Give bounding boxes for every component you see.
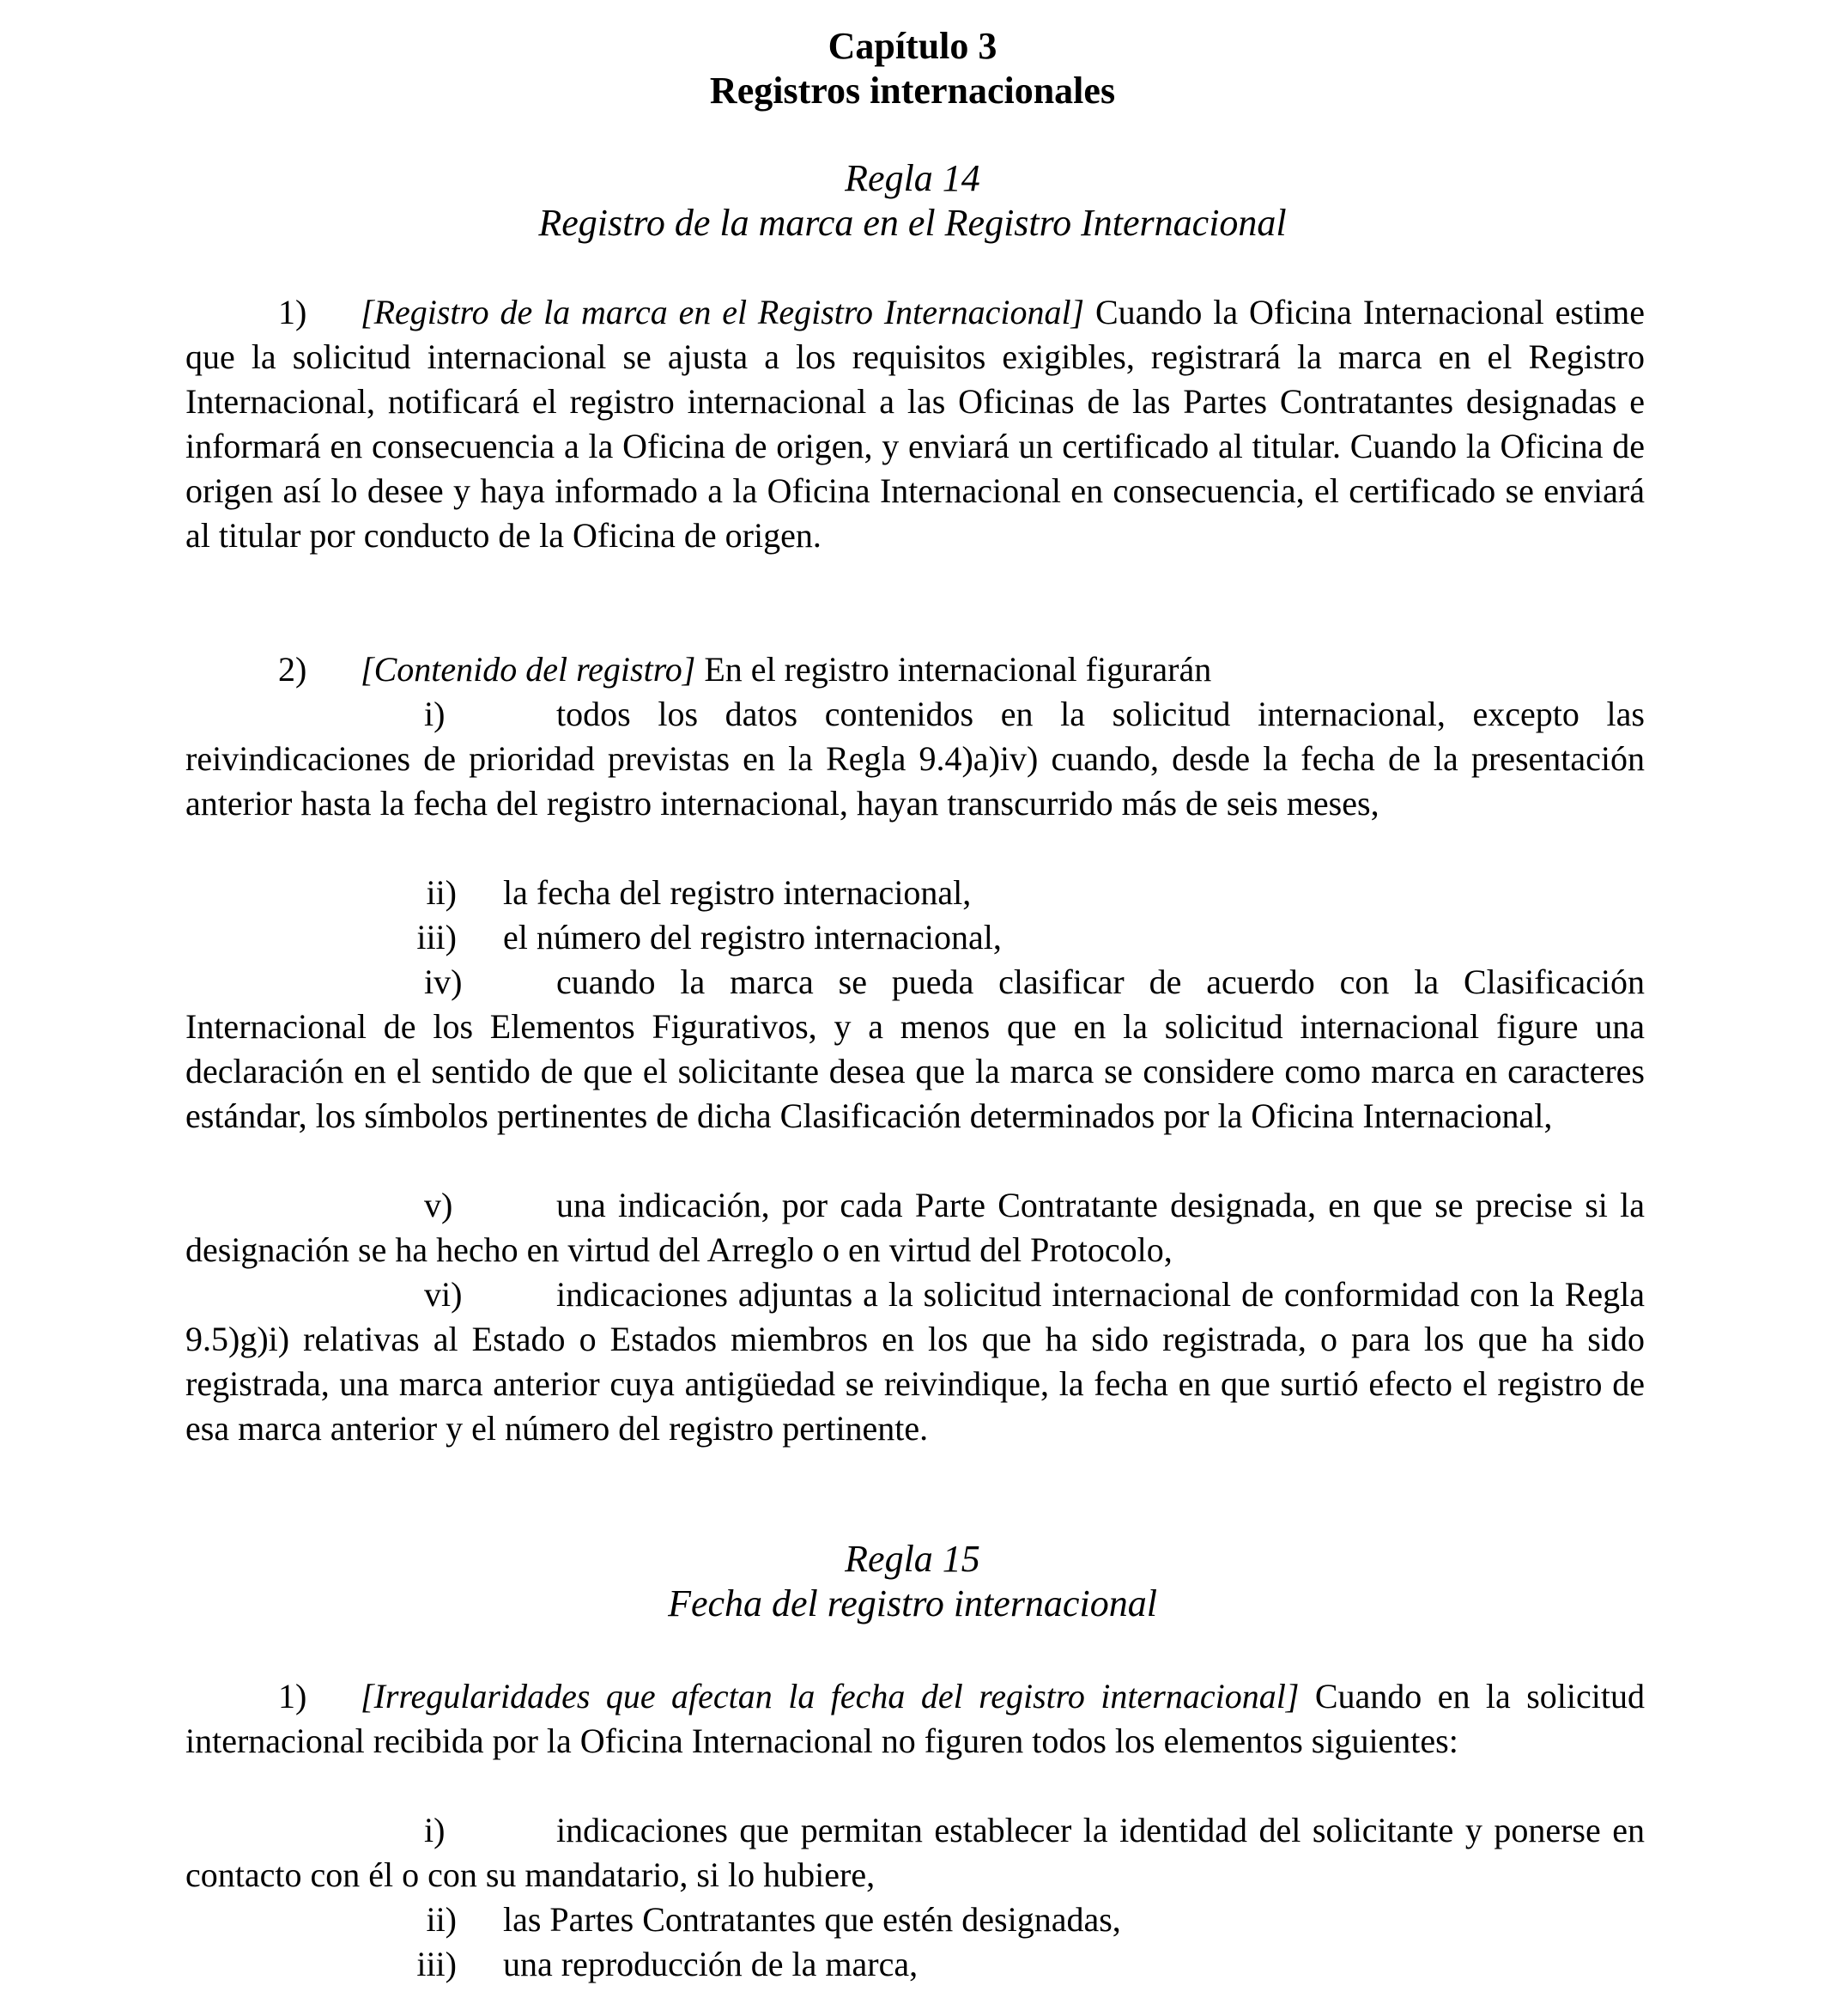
rule15-item-ii — [319, 1898, 1121, 1942]
item-number: ii) — [426, 1900, 457, 1939]
paragraph-number: 2) — [278, 650, 307, 689]
rule15-heading: Regla 15 — [845, 1538, 980, 1580]
item-number: iii) — [416, 918, 457, 956]
rule15-paragraph-1 — [185, 1674, 1645, 1764]
paragraph-caption: [Contenido del registro] — [361, 650, 696, 689]
item-text: el número del registro internacional, — [503, 918, 1002, 956]
rule14-item-ii — [319, 871, 971, 915]
paragraph-number: 1) — [278, 293, 307, 331]
chapter-number: Capítulo 3 — [828, 25, 997, 67]
rule14-paragraph-1 — [185, 290, 1645, 558]
item-number: vi) — [424, 1275, 463, 1314]
item-text: las Partes Contratantes que estén designadas, — [503, 1900, 1121, 1939]
item-text: todos los datos contenidos en la solicitud internacional, excepto las reivindicaciones de prioridad previstas en la Regla 9.4)a)iv) cuando, desde la fecha de la presentación anterior hasta la fecha del registro internacional, hayan transcurrido más de seis meses, — [185, 695, 1645, 823]
rule14-item-iv — [185, 960, 1645, 1139]
item-number: iii) — [416, 1945, 457, 1983]
paragraph-caption: [Registro de la marca en el Registro Internacional] — [361, 293, 1085, 331]
rule14-item-i — [185, 692, 1645, 826]
paragraph-text: Cuando en la solicitud internacional recibida por la Oficina Internacional no figuren todos los elementos siguientes: — [185, 1677, 1646, 1760]
paragraph-number: 1) — [278, 1677, 307, 1715]
paragraph-text: En el registro internacional figurarán — [695, 650, 1212, 689]
item-text: una reproducción de la marca, — [503, 1945, 919, 1983]
item-text: indicaciones que permitan establecer la identidad del solicitante y ponerse en contacto con él o con su mandatario, si lo hubiere, — [185, 1811, 1645, 1894]
rule14-heading: Regla 14 — [845, 157, 980, 199]
rule15-item-iii — [319, 1942, 918, 1987]
rule14-item-v — [185, 1183, 1645, 1272]
item-number: i) — [424, 695, 446, 733]
item-text: indicaciones adjuntas a la solicitud internacional de conformidad con la Regla 9.5)g)i) relativas al Estado o Estados miembros en los que ha sido registrada, o para los que ha sido registrada, una marca anterior cuya antigüedad se reivindique, la fecha en que surtió efecto el registro de esa marca anterior y el número del registro pertinente. — [185, 1275, 1645, 1448]
paragraph-caption: [Irregularidades que afectan la fecha del registro internacional] — [361, 1677, 1300, 1715]
item-number: i) — [424, 1811, 446, 1849]
item-text: una indicación, por cada Parte Contratante designada, en que se precise si la designación se ha hecho en virtud del Arreglo o en virtud del Protocolo, — [185, 1186, 1645, 1269]
item-number: iv) — [424, 962, 463, 1001]
rule14-item-vi — [185, 1272, 1645, 1451]
rule14-item-iii — [319, 915, 1002, 960]
paragraph-text: Cuando la Oficina Internacional estime que la solicitud internacional se ajusta a los requisitos exigibles, registrará la marca en el Registro Internacional, notificará el registro internacional a las Oficinas de las Partes Contratantes designadas e informará en consecuencia a la Oficina de origen, y enviará un certificado al titular. Cuando la Oficina de origen así lo desee y haya informado a la Oficina Internacional en consecuencia, el certificado se enviará al titular por conducto de la Oficina de origen. — [185, 293, 1646, 555]
chapter-title: Registros internacionales — [709, 70, 1116, 112]
rule15-item-i — [185, 1808, 1645, 1898]
item-text: cuando la marca se pueda clasificar de acuerdo con la Clasificación Internacional de los Elementos Figurativos, y a menos que en la solicitud internacional figure una declaración en el sentido de que el solicitante desea que la marca se considere como marca en caracteres estándar, los símbolos pertinentes de dicha Clasificación determinados por la Oficina Internacional, — [185, 962, 1645, 1135]
item-text: la fecha del registro internacional, — [503, 873, 972, 912]
rule14-subtitle: Registro de la marca en el Registro Internacional — [538, 202, 1287, 244]
item-number: ii) — [426, 873, 457, 912]
rule14-paragraph-2 — [278, 647, 1211, 692]
item-number: v) — [424, 1186, 453, 1224]
rule15-subtitle: Fecha del registro internacional — [668, 1582, 1157, 1624]
